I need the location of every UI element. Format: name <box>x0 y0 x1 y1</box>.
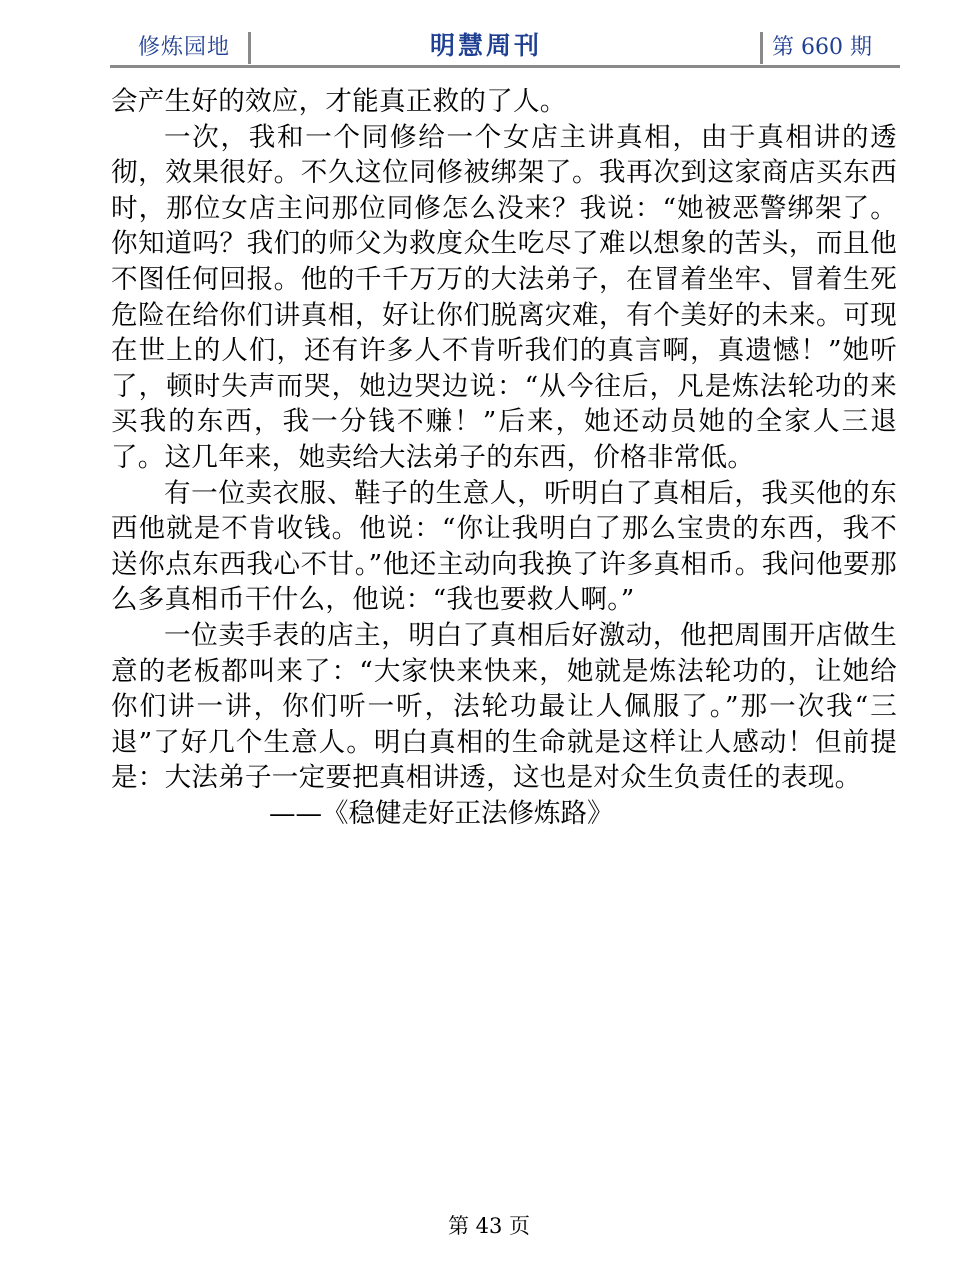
paragraph: 一位卖手表的店主，明白了真相后好激动，他把周围开店做生意的老板都叫来了：“大家快来快来，她就是炼法轮功的，让她给你们讲一讲，你们听一听，法轮功最让人佩服了。”那一次我“三退”了好几个生意人。明白真相的生命就是这样让人感动！但前提是：大法弟子一定要把真相讲透，这也是对众生负责任的表现。 <box>111 619 897 794</box>
header-rule <box>110 65 900 68</box>
header-divider <box>760 32 763 64</box>
article-body <box>111 84 897 832</box>
page-header <box>110 26 900 66</box>
paragraph: 会产生好的效应，才能真正救的了人。 <box>111 86 567 117</box>
section-name: 修炼园地 <box>138 35 231 60</box>
issue-number: 第 660 期 <box>772 35 872 60</box>
paragraph: 一次，我和一个同修给一个女店主讲真相，由于真相讲的透彻，效果很好。不久这位同修被绑架了。我再次到这家商店买东西时，那位女店主问那位同修怎么没来？我说：“她被恶警绑架了。你知道吗？我们的师父为救度众生吃尽了难以想象的苦头，而且他不图任何回报。他的千千万万的大法弟子，在冒着坐牢、冒着生死危险在给你们讲真相，好让你们脱离灾难，有个美好的未来。可现在世上的人们，还有许多人不肯听我们的真言啊，真遗憾！”她听了，顿时失声而哭，她边哭边说：“从今往后，凡是炼法轮功的来买我的东西，我一分钱不赚！”后来，她还动员她的全家人三退了。这几年来，她卖给大法弟子的东西，价格非常低。 <box>111 121 897 473</box>
publication-title: 明慧周刊 <box>430 31 543 60</box>
article-source: ——《稳健走好正法修炼路》 <box>269 797 614 829</box>
header-divider <box>248 32 251 64</box>
page-number: 第 43 页 <box>447 1214 531 1238</box>
paragraph: 有一位卖衣服、鞋子的生意人，听明白了真相后，我买他的东西他就是不肯收钱。他说：“你让我明白了那么宝贵的东西，我不送你点东西我心不甘。”他还主动向我换了许多真相币。我问他要那么多真相币干什么，他说：“我也要救人啊。” <box>111 477 897 616</box>
